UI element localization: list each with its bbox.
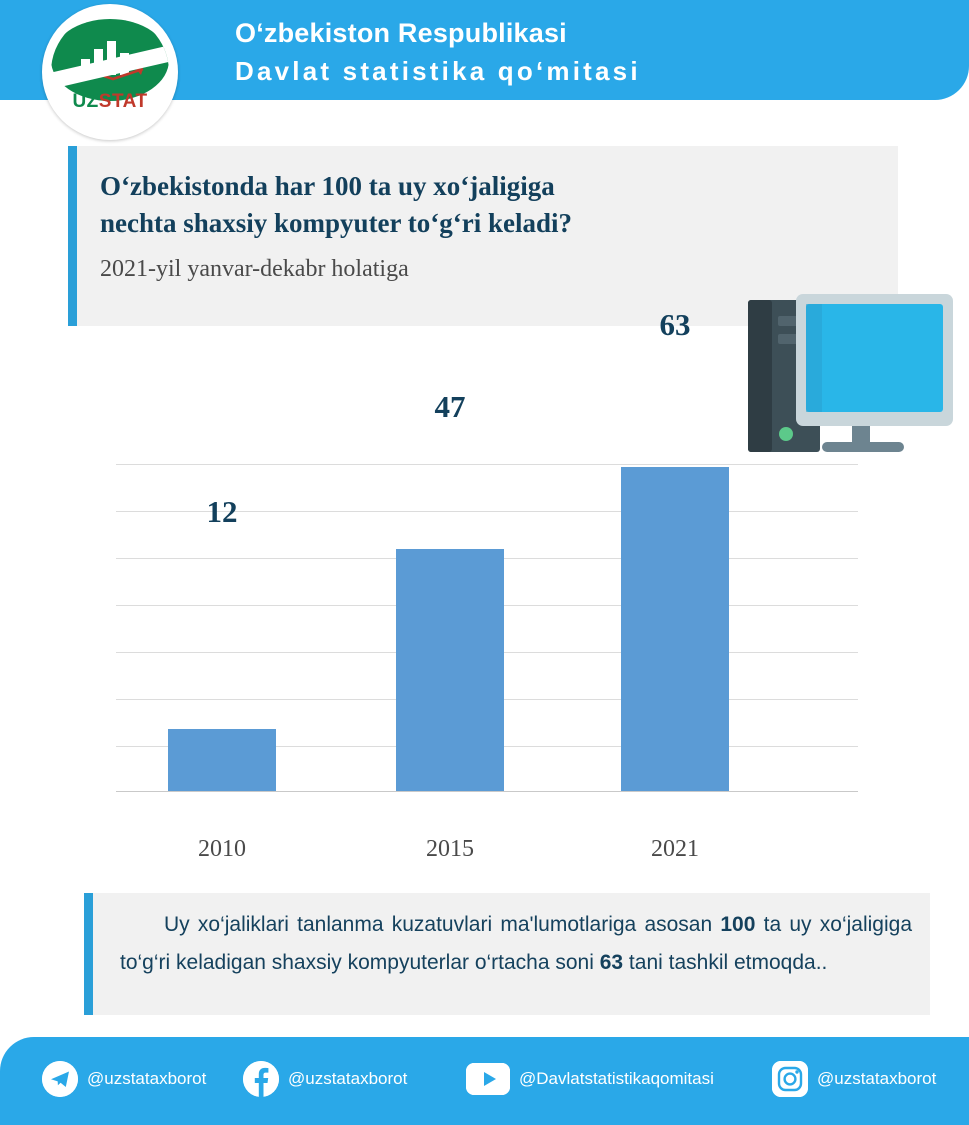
bar-chart xyxy=(68,307,898,862)
logo-wordmark xyxy=(51,91,169,113)
note-part2: ta uy xo‘jaligiga to‘g‘ri keladigan shaxsiy kompyuterlar o‘rtacha soni xyxy=(120,913,912,974)
uzstat-logo xyxy=(42,4,178,140)
social-handle-facebook: @uzstataxborot xyxy=(288,1069,408,1088)
bar-2021 xyxy=(621,467,729,791)
page-subtitle: 2021-yil yanvar-dekabr holatiga xyxy=(100,256,409,282)
logo-inner xyxy=(51,13,169,131)
bar-2015 xyxy=(396,549,504,791)
note-text xyxy=(120,906,912,982)
facebook-icon[interactable] xyxy=(243,1061,279,1097)
header-title-line2: Davlat statistika qo‘mitasi xyxy=(235,56,641,86)
note-card xyxy=(84,893,930,1015)
header-title xyxy=(235,14,641,90)
social-telegram[interactable] xyxy=(42,1059,206,1099)
note-part1: Uy xo‘jaliklari tanlanma kuzatuvlari ma'lumotlariga asosan xyxy=(164,913,721,936)
social-handle-instagram: @uzstataxborot xyxy=(817,1069,937,1088)
social-facebook[interactable] xyxy=(243,1059,407,1099)
title-accent-bar xyxy=(68,146,77,326)
bar-value-2010: 12 xyxy=(206,494,238,529)
note-bold-63: 63 xyxy=(599,951,624,974)
social-instagram[interactable] xyxy=(772,1059,936,1099)
social-youtube[interactable] xyxy=(466,1059,714,1099)
gridline xyxy=(116,464,858,465)
x-axis-line xyxy=(116,791,858,792)
note-part3: tani tashkil etmoqda.. xyxy=(623,951,828,974)
instagram-icon[interactable] xyxy=(772,1061,808,1097)
youtube-icon[interactable] xyxy=(466,1063,510,1095)
page-footer xyxy=(0,1037,969,1125)
bar-2010 xyxy=(168,729,276,791)
bar-value-2015: 47 xyxy=(434,389,466,424)
social-handle-telegram: @uzstataxborot xyxy=(87,1069,207,1088)
logo-text-stat: STAT xyxy=(98,91,148,112)
note-bold-100: 100 xyxy=(720,913,756,936)
logo-text-uz: UZ xyxy=(72,91,99,112)
social-handle-youtube: @Davlatstatistikaqomitasi xyxy=(519,1069,714,1088)
page-title-line1: O‘zbekistonda har 100 ta uy xo‘jaligiga xyxy=(100,171,555,201)
x-tick-2010: 2010 xyxy=(198,836,246,862)
x-tick-2015: 2015 xyxy=(426,836,474,862)
note-accent-bar xyxy=(84,893,93,1015)
telegram-icon[interactable] xyxy=(42,1061,78,1097)
bar-value-2021: 63 xyxy=(659,307,691,342)
chart-plot-area xyxy=(116,307,858,862)
header-title-line1: O‘zbekiston Respublikasi xyxy=(235,18,567,48)
page-title xyxy=(100,168,800,242)
page-title-line2: nechta shaxsiy kompyuter to‘g‘ri keladi? xyxy=(100,208,573,238)
x-tick-2021: 2021 xyxy=(651,836,699,862)
